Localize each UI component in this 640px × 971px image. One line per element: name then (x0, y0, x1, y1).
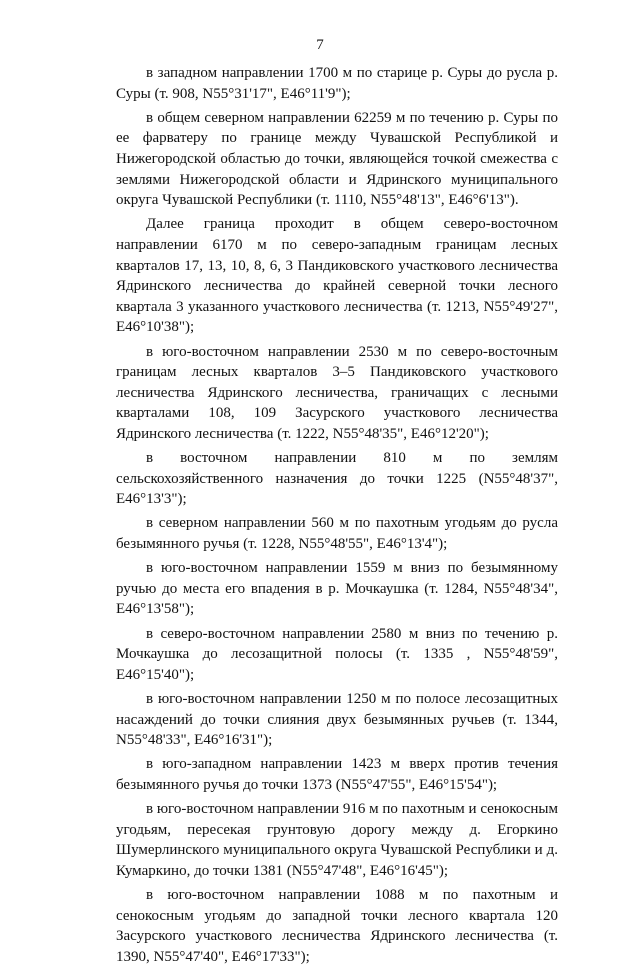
paragraph: в юго-восточном направлении 916 м по пахотным и сенокосным угодьям, пересекая грунтовую дорогу между д. Егоркино Шумерлинского муниципального округа Чувашской Республики и д. Кумаркино, до точки 1381 (N55°47'48", E46°16'45"); (116, 801, 558, 879)
paragraph: в общем северном направлении 62259 м по течению р. Суры по ее фарватеру по границе между Чувашской Республикой и Нижегородской областью до точки, являющейся точкой смежества с землями Нижегородской области и Ядринского муниципального округа Чувашской Республики (т. 1110, N55°48'13", E46°6'13"). (116, 109, 558, 209)
document-body (116, 63, 558, 971)
paragraph: в восточном направлении 810 м по землям сельскохозяйственного назначения до точки 1225 (N55°48'37", E46°13'3"); (116, 450, 558, 508)
paragraph: Далее граница проходит в общем северо-восточном направлении 6170 м по северо-западным границам лесных кварталов 17, 13, 10, 8, 6, 3 Пандиковского участкового лесничества Ядринского лесничества до крайней северной точки лесного квартала 3 указанного участкового лесничества (т. 1213, N55°49'27", E46°10'38"); (116, 216, 558, 336)
paragraph: в северном направлении 560 м по пахотным угодьям до русла безымянного ручья (т. 1228, N55°48'55", E46°13'4"); (116, 515, 558, 553)
paragraph: в юго-восточном направлении 1088 м по пахотным и сенокосным угодьям до западной точки лесного квартала 120 Засурского участкового лесничества Ядринского лесничества (т. 1390, N55°47'40", E46°17'33"); (116, 887, 558, 965)
paragraph: в западном направлении 1700 м по старице р. Суры до русла р. Суры (т. 908, N55°31'17", E46°11'9"); (116, 65, 558, 102)
paragraph: в юго-восточном направлении 2530 м по северо-восточным границам лесных кварталов 3–5 Пандиковского участкового лесничества Ядринского лесничества, граничащих с лесными кварталами 108, 109 Засурского участкового лесничества Ядринского лесничества (т. 1222, N55°48'35", E46°12'20"); (116, 343, 558, 442)
page-number: 7 (316, 37, 324, 53)
paragraph: в юго-восточном направлении 1250 м по полосе лесозащитных насаждений до точки слияния двух безымянных ручьев (т. 1344, N55°48'33", E46°16'31"); (116, 690, 558, 749)
paragraph: в юго-западном направлении 1423 м вверх против течения безымянного ручья до точки 1373 (N55°47'55", E46°15'54"); (116, 756, 558, 793)
paragraph: в северо-восточном направлении 2580 м вниз по течению р. Мочкаушка до лесозащитной полосы (т. 1335 , N55°48'59", E46°15'40"); (116, 625, 558, 683)
paragraph: в юго-восточном направлении 1559 м вниз по безымянному ручью до места его впадения в р. Мочкаушка (т. 1284, N55°48'34", E46°13'58"); (116, 560, 558, 618)
